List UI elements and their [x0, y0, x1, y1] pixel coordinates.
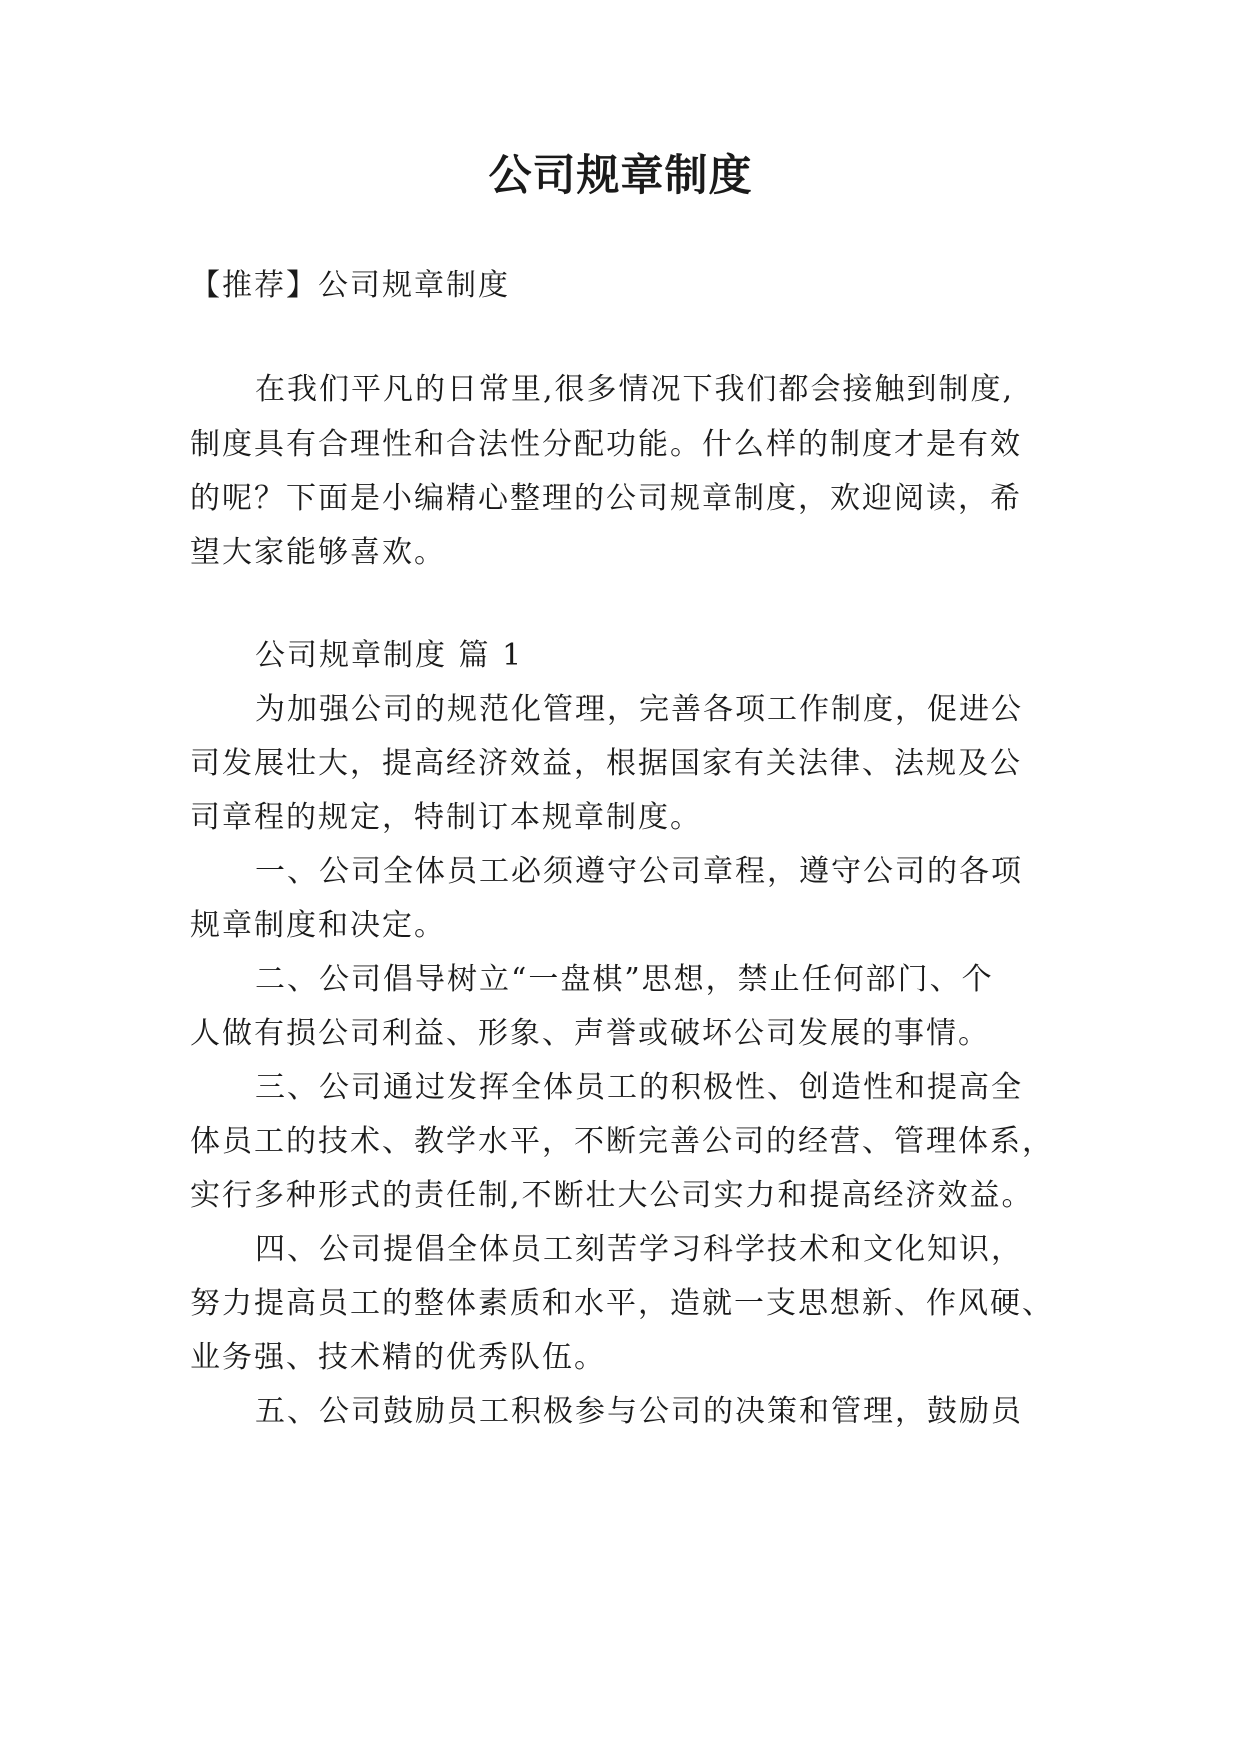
intro-line: 在我们平凡的日常里,很多情况下我们都会接触到制度, — [255, 372, 1015, 407]
document-title: 公司规章制度 — [488, 151, 753, 201]
body-line: 一、公司全体员工必须遵守公司章程，遵守公司的各项 — [255, 854, 1023, 889]
body-line: 二、公司倡导树立“一盘棋”思想，禁止任何部门、个 — [255, 962, 994, 997]
body-line: 司发展壮大，提高经济效益，根据国家有关法律、法规及公 — [190, 746, 1022, 781]
body-line: 司章程的规定，特制订本规章制度。 — [190, 800, 702, 835]
body-line: 四、公司提倡全体员工刻苦学习科学技术和文化知识， — [255, 1232, 1023, 1267]
intro-line: 的呢？下面是小编精心整理的公司规章制度，欢迎阅读，希 — [190, 481, 1022, 516]
body-line: 规章制度和决定。 — [190, 908, 446, 943]
body-line: 五、公司鼓励员工积极参与公司的决策和管理，鼓励员 — [255, 1394, 1023, 1429]
section-heading: 公司规章制度 篇 1 — [255, 638, 524, 673]
body-line: 三、公司通过发挥全体员工的积极性、创造性和提高全 — [255, 1070, 1023, 1105]
intro-line: 望大家能够喜欢。 — [190, 535, 446, 570]
body-line: 体员工的技术、教学水平，不断完善公司的经营、管理体系， — [190, 1124, 1054, 1159]
recommend-line: 【推荐】公司规章制度 — [190, 268, 510, 303]
body-line: 人做有损公司利益、形象、声誉或破坏公司发展的事情。 — [190, 1016, 990, 1051]
body-line: 实行多种形式的责任制,不断壮大公司实力和提高经济效益。 — [190, 1178, 1034, 1213]
intro-line: 制度具有合理性和合法性分配功能。什么样的制度才是有效 — [190, 427, 1022, 462]
body-line: 业务强、技术精的优秀队伍。 — [190, 1340, 606, 1375]
body-line: 努力提高员工的整体素质和水平，造就一支思想新、作风硬、 — [190, 1286, 1054, 1321]
body-line: 为加强公司的规范化管理，完善各项工作制度，促进公 — [255, 692, 1023, 727]
